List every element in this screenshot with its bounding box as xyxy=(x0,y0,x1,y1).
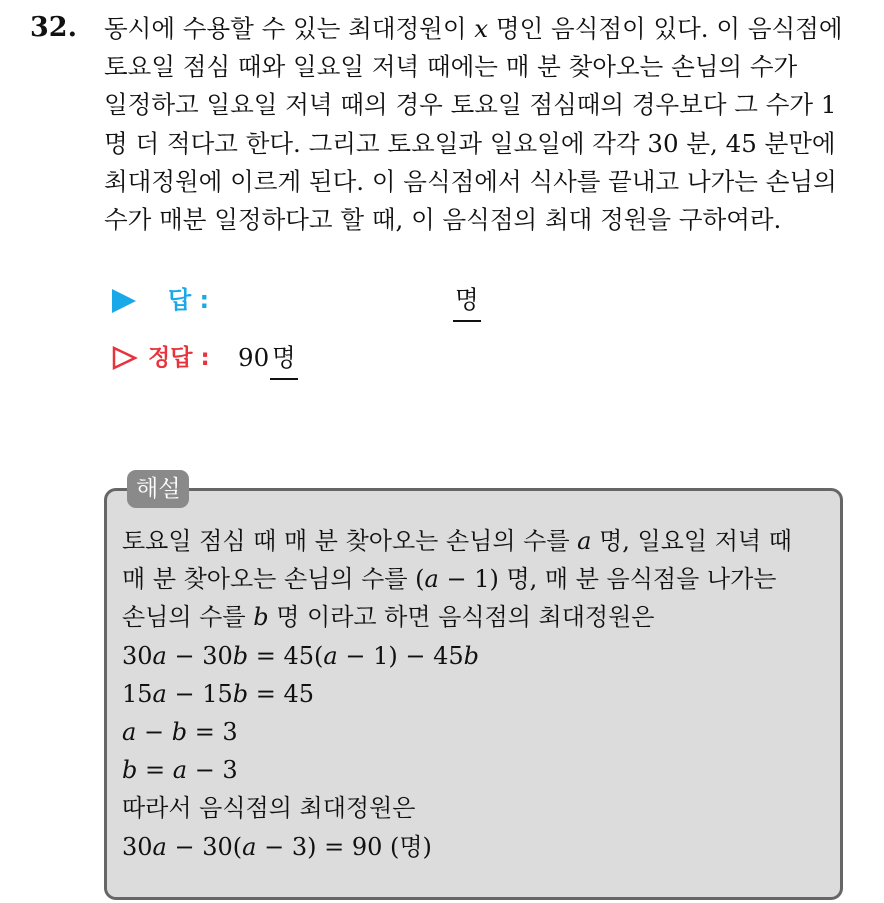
text-segment: 토요일 점심 때 매 분 찾아오는 손님의 수를 xyxy=(122,527,578,555)
question-text xyxy=(104,10,864,239)
answer-row xyxy=(112,280,612,320)
math-variable: a xyxy=(424,565,439,594)
text-segment: 일정하고 일요일 저녁 때의 경우 토요일 점심때의 경우보다 그 수가 1 xyxy=(104,90,837,120)
text-segment: = 3 xyxy=(187,718,238,747)
text-segment: 명인 음식점이 있다. 이 음식점에 xyxy=(488,14,843,43)
math-variable: a xyxy=(577,527,592,555)
solution-line xyxy=(122,828,832,866)
solution-line xyxy=(122,789,832,827)
text-segment: − 30( xyxy=(166,832,243,861)
text-segment: = 45( xyxy=(248,641,324,670)
text-segment: 명 더 적다고 한다. 그리고 토요일과 일요일에 각각 30 분, 45 분만에 xyxy=(104,128,836,158)
correct-answer-unit: 명 xyxy=(270,338,298,380)
solution-tag: 해설 xyxy=(127,470,189,508)
text-segment: 토요일 점심 때와 일요일 저녁 때에는 매 분 찾아오는 손님의 수가 xyxy=(104,52,798,82)
math-variable: b xyxy=(253,603,269,632)
math-variable: a xyxy=(172,756,188,785)
math-variable: b xyxy=(122,756,138,785)
solution-text xyxy=(122,522,832,866)
outline-play-icon xyxy=(112,346,138,370)
text-segment: − 3) = 90 (명) xyxy=(256,832,432,861)
text-segment: − 15 xyxy=(166,679,233,708)
math-variable: b xyxy=(463,641,480,670)
text-segment: 명, 일요일 저녁 때 xyxy=(591,527,792,555)
text-segment: 30 xyxy=(122,641,153,670)
math-variable: a xyxy=(122,718,137,747)
math-variable: a xyxy=(152,641,167,670)
solution-line xyxy=(122,637,832,675)
solution-line xyxy=(122,522,832,560)
solution-line xyxy=(122,751,832,789)
math-variable: b xyxy=(171,718,188,747)
text-segment: − 1) 명, 매 분 음식점을 나가는 xyxy=(438,565,777,594)
correct-answer-label: 정답 : xyxy=(148,345,210,371)
solution-line xyxy=(122,598,832,636)
text-segment: = xyxy=(137,756,173,785)
text-segment: − 30 xyxy=(166,641,233,670)
text-segment: 매 분 찾아오는 손님의 수를 ( xyxy=(122,565,425,594)
solution-line xyxy=(122,560,832,598)
question-line xyxy=(104,201,864,239)
question-line xyxy=(104,163,864,201)
math-variable: a xyxy=(152,679,167,708)
text-segment: − 1) − 45 xyxy=(337,641,464,670)
text-segment: 최대정원에 이르게 된다. 이 음식점에서 식사를 끝내고 나가는 손님의 xyxy=(104,166,837,196)
math-variable: b xyxy=(232,641,249,670)
math-variable: x xyxy=(474,14,489,43)
math-variable: a xyxy=(242,832,257,861)
solution-line xyxy=(122,675,832,713)
math-variable: a xyxy=(323,641,338,670)
answer-blank-unit[interactable]: 명 xyxy=(453,280,481,322)
text-segment: 30 xyxy=(122,832,153,861)
solution-line xyxy=(122,713,832,751)
answer-label: 답 : xyxy=(168,286,210,314)
question-line xyxy=(104,125,864,163)
question-line xyxy=(104,86,864,124)
text-segment: 수가 매분 일정하다고 할 때, 이 음식점의 최대 정원을 구하여라. xyxy=(104,205,782,235)
question-line xyxy=(104,10,864,48)
text-segment: 따라서 음식점의 최대정원은 xyxy=(122,794,416,823)
text-segment: = 45 xyxy=(248,679,315,708)
correct-answer-row xyxy=(112,338,612,378)
math-variable: a xyxy=(152,832,167,861)
question-number: 32. xyxy=(30,12,77,43)
text-segment: 동시에 수용할 수 있는 최대정원이 xyxy=(104,14,475,43)
text-segment: − xyxy=(136,718,172,747)
text-segment: 15 xyxy=(122,679,153,708)
correct-answer-value: 90 xyxy=(238,343,270,372)
play-icon xyxy=(112,289,136,313)
text-segment: 명 이라고 하면 음식점의 최대정원은 xyxy=(268,603,655,632)
math-variable: b xyxy=(232,679,249,708)
question-line xyxy=(104,48,864,86)
text-segment: 손님의 수를 xyxy=(122,603,254,632)
text-segment: − 3 xyxy=(187,756,238,785)
